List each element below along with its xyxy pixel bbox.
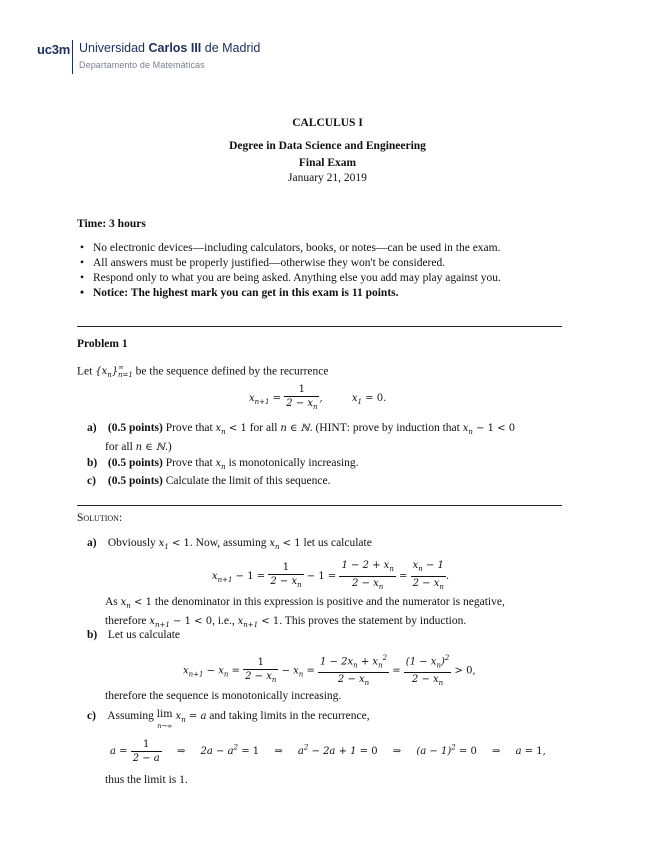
exam-title: Final Exam [298, 157, 357, 169]
problem-part-a: a) (0.5 points) Prove that $x_n < 1$ for all n ∈ ℕ. (HINT: prove by induction that $x_n - 1 < 0$ for all n ∈ ℕ.) [87, 422, 516, 453]
uc3m-logo: uc3m [37, 42, 71, 57]
solution-c-intro: c) Assuming lim n→∞ $x_n = a$ and taking limits in the recurrence, [87, 709, 370, 730]
list-item: • No electronic devices—including calculators, books, or notes—can be used in the exam. [77, 241, 567, 256]
problem-part-b: b) (0.5 points) Prove that $x_n$ is monotonically increasing. [87, 457, 359, 471]
problem-heading: Problem 1 [77, 338, 128, 350]
divider [77, 326, 562, 327]
course-title: CALCULUS I [292, 117, 363, 129]
divider [77, 505, 562, 506]
problem-intro: Let $\{x_n\}^\infty_{n=1}$ be the sequence defined by the recurrence [77, 364, 329, 380]
time-limit: Time: 3 hours [77, 218, 146, 230]
degree-title: Degree in Data Science and Engineering [229, 140, 426, 152]
solution-a-equation: $x_{n+1} - 1$ = $\frac{1}{2 - x_n}$ − 1 = $\frac{1 - 2 + x_n}{2 - x_n}$ = $\frac{x_n - 1}{2 - x_n}$ . [212, 560, 450, 591]
solution-a-explanation: As $x_n < 1$ the denominator in this expression is positive and the numerator is negative, therefore $x_{n+1} - 1 < 0$, i.e., $x_{n+1} < 1$. This proves the statement by induction. [105, 596, 505, 629]
department-name: Departamento de Matemáticas [79, 60, 205, 70]
problem-part-c: c) (0.5 points) Calculate the limit of this sequence. [87, 475, 331, 487]
list-item: • Respond only to what you are being asked. Anything else you add may play against you. [77, 271, 567, 286]
list-item: • All answers must be properly justified—otherwise they won't be considered. [77, 256, 567, 271]
solution-heading: Solution: [77, 512, 123, 524]
solution-b-conclusion: therefore the sequence is monotonically increasing. [105, 690, 342, 702]
solution-b-equation: $x_{n+1} - x_n$ = $\frac{1}{2 - x_n}$ − $x_n$ = $\frac{1 - 2x_n + x_n^2}{2 - x_n}$ = $\frac{(1 - x_n)^2}{2 - x_n}$ > 0, [183, 654, 476, 688]
solution-c-equation: a = $\frac{1}{2 - a}$ ⇒ $2a - a^2 = 1$ ⇒ $a^2 - 2a + 1 = 0$ ⇒ $(a - 1)^2 = 0$ ⇒ a = 1, [110, 739, 546, 764]
university-name: Universidad Carlos III de Madrid [79, 41, 261, 55]
logo-divider [72, 40, 73, 74]
exam-date: January 21, 2019 [288, 172, 367, 184]
solution-b-intro: b) Let us calculate [87, 629, 181, 641]
solution-c-conclusion: thus the limit is 1. [105, 774, 188, 786]
solution-a-intro: a) Obviously $x_1 < 1$. Now, assuming $x_n < 1$ let us calculate [87, 537, 372, 551]
recurrence-equation: $x_{n+1}$ = $\frac{1}{2 - x_n}$ , $x_1 = 0$. [249, 384, 387, 411]
list-item: • Notice: The highest mark you can get in this exam is 11 points. [77, 286, 567, 301]
instruction-list [77, 241, 567, 301]
